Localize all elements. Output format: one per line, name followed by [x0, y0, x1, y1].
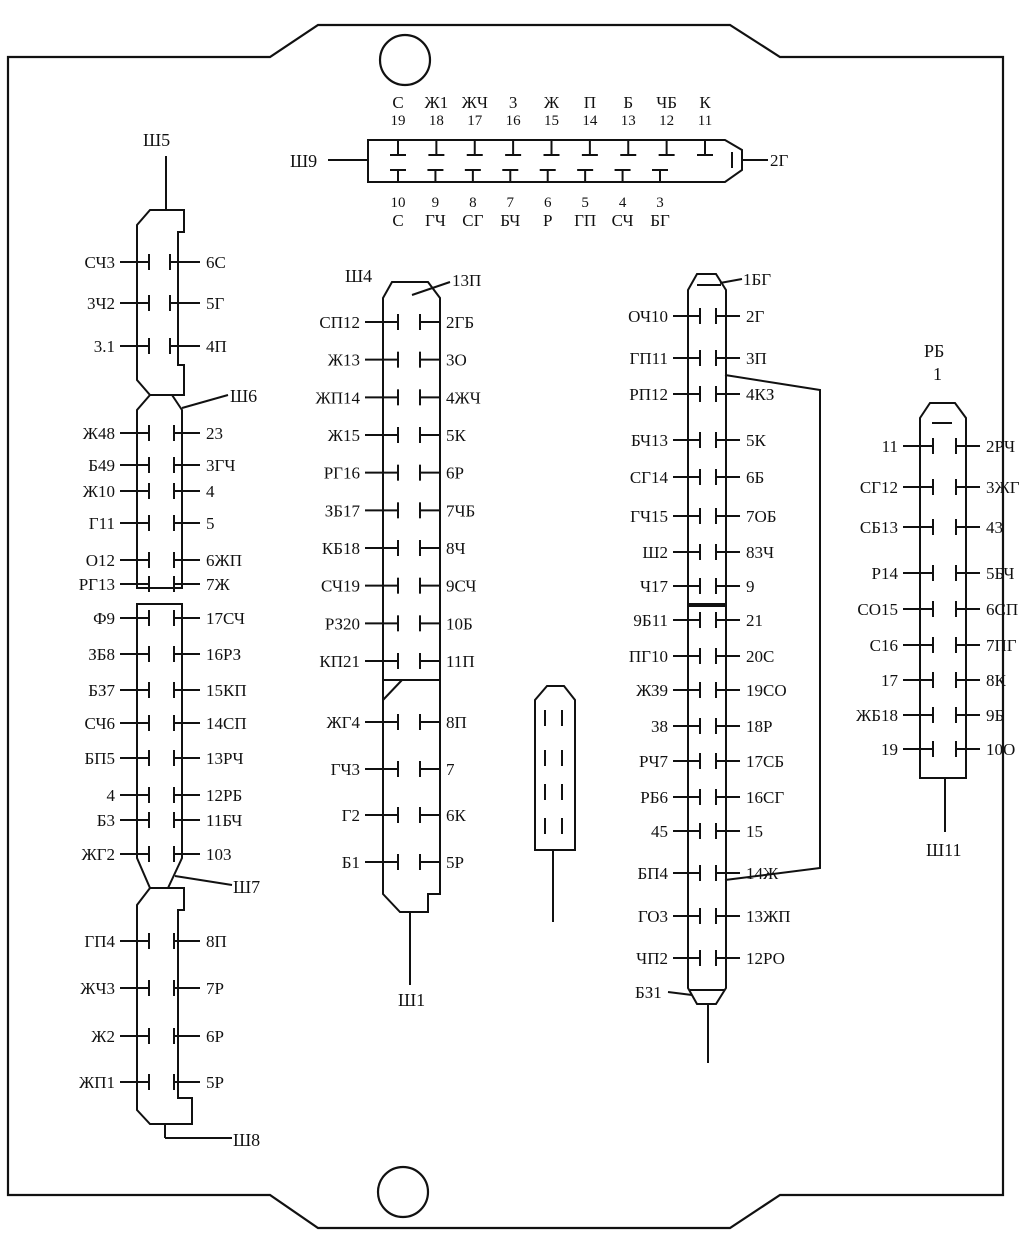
- rb-pin-label-left: Р14: [871, 564, 898, 583]
- sh7-pin-row: [85, 714, 247, 733]
- rb-pin-label-left: 19: [881, 740, 898, 759]
- sh8-pin-label-left: ЖП1: [78, 1073, 115, 1092]
- sh9-bottom-pin-number: 6: [543, 195, 552, 211]
- sh4-pin-label-left: Ж15: [327, 426, 360, 445]
- board-outline: [8, 25, 1003, 1228]
- small-connector-pin-pair: [545, 784, 562, 800]
- right-block-upper-pins: [628, 307, 776, 596]
- right-block-pin-label-right: 12РО: [746, 949, 785, 968]
- mounting-hole-top: [380, 35, 430, 85]
- sh9-bottom-pin-letter: С: [392, 211, 404, 230]
- sh7-name: Ш7: [233, 877, 261, 897]
- rb-pin-row: [857, 600, 1018, 619]
- sh9-bottom-pin-letter: ГП: [574, 211, 597, 230]
- sh9-bottom-pin-letter: СЧ: [611, 211, 634, 230]
- sh6-pin-row: [83, 482, 215, 501]
- sh4-pin-label-left: РЗ20: [324, 614, 360, 634]
- sh9-top-pin-number: 16: [505, 113, 521, 129]
- sh9-bottom-pin-letter: Р: [542, 211, 553, 230]
- sh8-name: Ш8: [233, 1130, 261, 1150]
- right-block-pin-row: [642, 543, 774, 562]
- sh8-pins: [79, 932, 227, 1092]
- sh9-top-pin: [505, 93, 521, 155]
- sh9-bottom-pin-number: 10: [390, 195, 406, 211]
- right-block-bottom-leader: [668, 992, 692, 995]
- small-connector-pin-pair: [545, 818, 562, 834]
- rb-pin-row: [860, 518, 1003, 537]
- sh4-pin-label-right: 4ЖЧ: [446, 388, 481, 408]
- sh9-top-pin-number: 17: [467, 113, 483, 129]
- sh9-top-pin-letter: Ж1: [424, 93, 449, 112]
- sh6-pins: [79, 424, 242, 594]
- sh1-pin-row: [342, 853, 464, 872]
- sh4-top-leader: [412, 282, 450, 295]
- sh6-pin-label-left: Г11: [88, 514, 115, 533]
- right-block-pin-label-left: 45: [651, 822, 668, 841]
- sh6-pin-label-right: 23: [206, 424, 223, 443]
- sh6-pin-label-right: 3ГЧ: [206, 456, 236, 475]
- sh7-pin-row: [107, 786, 243, 805]
- rb-bottom-name: Ш11: [926, 840, 962, 860]
- rb-pin-label-right: 3ЖГ: [986, 478, 1020, 497]
- sh9-top-pin-letter: К: [699, 93, 711, 112]
- sh6-pin-label-right: 6ЖП: [206, 551, 243, 570]
- sh1-pin-label-left: ГЧ3: [330, 760, 360, 779]
- sh7-pin-label-left: ЗБ8: [88, 645, 115, 664]
- sh9-bottom-pin: [462, 170, 483, 230]
- sh4-pin-label-left: КБ18: [321, 539, 360, 558]
- right-block-pin-row: [640, 577, 755, 596]
- right-block-lower-pins: [629, 611, 791, 968]
- rb-num: 1: [933, 364, 942, 384]
- sh4-pin-row: [319, 313, 474, 332]
- sh9-bottom-pin-letter: ГЧ: [424, 211, 446, 230]
- sh9-pins: [390, 93, 713, 230]
- right-block-pin-label-right: 4КЗ: [746, 385, 775, 404]
- sh7-pin-label-left: БП5: [84, 749, 115, 768]
- sh4-pin-row: [328, 426, 467, 445]
- rb-body: [920, 403, 966, 778]
- sh7-pin-label-right: 17СЧ: [206, 609, 245, 628]
- sh8-pin-label-left: ГП4: [84, 932, 115, 951]
- sh1-pin-row: [342, 806, 467, 825]
- sh8-pin-row: [80, 979, 224, 998]
- sh7-pin-row: [88, 645, 241, 664]
- rb-pins: [856, 437, 1020, 759]
- sh4-top-label: 13П: [452, 271, 482, 290]
- right-block-pin-label-left: ГП11: [629, 349, 668, 368]
- sh1-pin-label-right: 6К: [446, 806, 466, 825]
- sh9-bottom-pin: [574, 170, 596, 230]
- sh4-pin-row: [325, 501, 476, 520]
- sh7-pin-label-left: ЖГ2: [81, 845, 115, 864]
- sh4-pin-label-right: 5К: [446, 426, 466, 445]
- right-block-pin-row: [637, 864, 779, 883]
- sh4-pin-label-left: ЖП14: [315, 388, 360, 408]
- sh9-top-pin-number: 11: [697, 113, 713, 129]
- right-block-pin-label-left: СГ14: [629, 468, 668, 487]
- sh9-top-pin-letter: Б: [623, 93, 634, 112]
- sh9-bottom-pin: [500, 170, 520, 230]
- sh4-pin-row: [324, 464, 464, 483]
- sh9-top-pin-number: 12: [659, 113, 675, 129]
- sh7-pin-label-left: Б3: [96, 811, 115, 830]
- right-block-pin-label-right: 2Г: [746, 307, 765, 326]
- mounting-hole-bottom: [378, 1167, 428, 1217]
- right-block-pin-label-right: 3П: [746, 349, 767, 368]
- sh9-bottom-pin-number: 7: [506, 195, 515, 211]
- sh5-pin-label-right: 5Г: [206, 294, 225, 313]
- right-block-pin-label-left: БЧ13: [631, 431, 668, 450]
- rb-pin-label-left: СО15: [857, 600, 898, 619]
- sh6-pin-label-left: О12: [85, 551, 115, 570]
- sh1-pin-label-right: 7: [446, 760, 455, 779]
- sh9-top-pin: [425, 93, 449, 155]
- sh7-pin-label-right: 12РБ: [206, 786, 243, 805]
- sh8-pin-row: [79, 1073, 224, 1092]
- sh1-pin-label-right: 8П: [446, 713, 467, 732]
- sh9-bottom-pin: [390, 170, 406, 230]
- rb-pin-row: [881, 671, 1007, 690]
- sh4-pin-label-left: РГ16: [323, 463, 360, 483]
- right-block-pin-row: [630, 507, 776, 526]
- sh7-pin-label-right: 103: [206, 845, 232, 864]
- sh4-pin-label-left: СП12: [319, 313, 360, 332]
- right-block-pin-label-left: 9Б11: [633, 611, 668, 630]
- right-block-pin-row: [628, 307, 764, 326]
- sh9-top-pin: [390, 93, 406, 155]
- sh4-pin-label-left: Ж13: [327, 350, 360, 370]
- sh9-top-pin-number: 13: [620, 113, 636, 129]
- right-block-pin-row: [633, 611, 763, 630]
- sh7-pin-label-left: Ф9: [93, 609, 115, 628]
- sh7-pin-label-right: 14СП: [206, 714, 247, 733]
- sh8-pin-label-left: ЖЧ3: [80, 979, 115, 998]
- rb-pin-row: [882, 437, 1015, 456]
- sh7-pin-label-left: БЗ7: [88, 681, 115, 700]
- sh9-top-pin-letter: ЧБ: [656, 93, 678, 112]
- sh4-pins: [315, 313, 480, 671]
- sh6-pin-label-left: Б49: [88, 456, 115, 475]
- sh7-pin-label-right: 13РЧ: [206, 749, 244, 768]
- sh6-pin-label-left: РГ13: [78, 575, 115, 594]
- sh5-pin-label-right: 6С: [206, 253, 226, 272]
- sh1-pin-label-left: ЖГ4: [326, 713, 360, 732]
- rb-pin-row: [856, 706, 1004, 725]
- sh8-pin-label-left: Ж2: [91, 1027, 115, 1046]
- sh5-pin-row: [85, 253, 226, 272]
- right-block-pin-label-right: 16СГ: [746, 788, 785, 807]
- sh9-bottom-pin-number: 3: [656, 195, 664, 211]
- sh6-pin-row: [88, 456, 235, 475]
- sh6-pin-row: [89, 514, 215, 533]
- sh9-bottom-pin-letter: СГ: [462, 211, 484, 230]
- sh4-pin-label-right: 7ЧБ: [446, 501, 476, 521]
- sh8-pin-row: [91, 1027, 224, 1046]
- sh4-pin-label-right: 10Б: [446, 614, 473, 634]
- sh9-bottom-pin-number: 8: [469, 195, 477, 211]
- rb-pin-label-right: 6СП: [986, 600, 1019, 619]
- sh8-pin-label-right: 8П: [206, 932, 227, 951]
- right-block-pin-label-right: 18Р: [746, 717, 773, 736]
- sh7-pin-label-left: СЧ6: [84, 714, 115, 733]
- right-block-pin-row: [638, 907, 791, 926]
- rb-pin-label-left: СБ13: [859, 518, 898, 537]
- sh5-pin-label-left: 3Ч2: [86, 294, 115, 313]
- rb-pin-label-right: 7ПГ: [986, 636, 1017, 655]
- sh6-pin-label-left: Ж10: [82, 482, 115, 501]
- sh9-top-pin: [582, 93, 598, 155]
- sh7-pin-row: [81, 845, 231, 864]
- sh9-top-pin-number: 19: [390, 113, 406, 129]
- rb-pin-row: [881, 740, 1015, 759]
- sh9-top-pin: [544, 93, 560, 155]
- sh5-name: Ш5: [143, 130, 171, 150]
- right-block-pin-label-right: 19СО: [746, 681, 787, 700]
- rb-pin-label-left: ЖБ18: [856, 706, 898, 725]
- right-block-pin-label-right: 15: [746, 822, 763, 841]
- sh6-pin-row: [83, 424, 223, 443]
- sh9-top-pin-number: 15: [544, 113, 559, 129]
- right-block-pin-row: [630, 349, 767, 368]
- sh7-pin-label-left: 4: [106, 786, 115, 805]
- sh4-pin-label-right: 6Р: [446, 463, 464, 483]
- sh4-pin-label-left: ЗБ17: [324, 501, 360, 521]
- rb-pin-label-left: С16: [869, 636, 898, 655]
- sh5-pin-label-left: 3.1: [93, 337, 115, 356]
- sh8-pin-row: [84, 932, 226, 951]
- right-block-pin-label-right: 5К: [746, 431, 766, 450]
- sh7-pin-row: [88, 681, 246, 700]
- sh4-pin-row: [322, 539, 466, 558]
- right-block-pin-label-left: РБ6: [640, 788, 668, 807]
- right-block-pin-label-left: ГЧ15: [630, 507, 668, 526]
- rb-name: РБ: [924, 341, 945, 361]
- sh9-bottom-pin-letter: БЧ: [500, 211, 521, 230]
- sh9-bottom-pin: [612, 170, 634, 230]
- right-block-pin-row: [640, 788, 784, 807]
- sh9-top-pin: [697, 93, 713, 155]
- right-block-pin-label-right: 13ЖП: [746, 907, 791, 926]
- sh7-pin-label-right: 15КП: [206, 681, 247, 700]
- sh5-pin-row: [87, 294, 225, 313]
- sh4-pin-label-right: 9СЧ: [446, 576, 477, 596]
- sh9-top-pin: [462, 93, 488, 155]
- sh4-pin-row: [319, 652, 474, 671]
- small-connector-pin-pair: [545, 750, 562, 766]
- right-block-pin-label-left: ПГ10: [628, 647, 668, 666]
- right-block-pin-row: [651, 717, 772, 736]
- right-block-pin-row: [636, 681, 786, 700]
- right-block-pin-label-left: БП4: [637, 864, 668, 883]
- sh6-pin-label-left: Ж48: [82, 424, 115, 443]
- sh9-top-pin-letter: С: [392, 93, 404, 112]
- rb-pin-label-right: 8К: [986, 671, 1006, 690]
- sh9-top-pin-letter: 3: [508, 93, 518, 112]
- sh9-bottom-pin-number: 5: [581, 195, 589, 211]
- sh7-pin-label-right: 11БЧ: [206, 811, 243, 830]
- sh7-pin-label-right: 16РЗ: [206, 645, 242, 664]
- sh1-diag: [383, 680, 402, 700]
- sh9-top-pin-letter: П: [583, 93, 597, 112]
- sh6-pin-label-right: 5: [206, 514, 215, 533]
- small-connector-body: [535, 686, 575, 850]
- rb-pin-label-right: 5БЧ: [986, 564, 1015, 583]
- right-block-pin-label-right: 7ОБ: [746, 507, 777, 526]
- sh7-leader: [175, 876, 232, 885]
- right-block-pin-label-right: 20С: [746, 647, 775, 666]
- sh4-pin-label-right: 8Ч: [446, 539, 466, 558]
- sh4-pin-row: [325, 614, 473, 633]
- right-block-pin-label-left: РП12: [629, 385, 668, 404]
- right-block-pin-label-left: РЧ7: [638, 752, 668, 771]
- right-block-pin-row: [630, 468, 764, 487]
- right-block-pin-row: [629, 647, 774, 666]
- sh6-leader: [182, 395, 228, 408]
- sh9-top-pin: [656, 93, 677, 155]
- sh1-pin-row: [331, 760, 455, 779]
- sh1-pin-label-right: 5Р: [446, 853, 464, 872]
- right-block-top-label: 1БГ: [743, 270, 772, 289]
- sh4-pin-row: [315, 388, 480, 407]
- right-block-bottom-label: БЗ1: [635, 983, 662, 1002]
- sh9-bottom-pin-number: 9: [431, 195, 440, 211]
- rb-pin-row: [872, 564, 1015, 583]
- right-block-pin-row: [636, 949, 785, 968]
- small-connector-pin-pair: [545, 710, 562, 726]
- right-block-lower-body: [688, 606, 726, 1004]
- sh8-pin-label-right: 7Р: [206, 979, 224, 998]
- sh9-bottom-pin: [650, 170, 670, 230]
- rb-pin-label-left: 11: [881, 437, 898, 456]
- sh4-pin-label-right: 2ГБ: [446, 313, 475, 332]
- small-connector-pins: [545, 710, 562, 834]
- sh1-pin-label-left: Г2: [341, 806, 360, 825]
- sh7-body: [137, 604, 182, 888]
- sh4-pin-row: [328, 351, 467, 370]
- right-block-pin-label-left: Ш2: [642, 543, 668, 562]
- rb-pin-label-right: 43: [986, 518, 1003, 537]
- right-block-pin-label-right: 83Ч: [746, 543, 775, 562]
- right-block-pin-row: [629, 385, 774, 404]
- sh4-pin-row: [321, 577, 476, 596]
- right-block-pin-label-right: 17СБ: [746, 752, 785, 771]
- sh6-pin-label-right: 7Ж: [206, 575, 230, 594]
- sh7-pins: [81, 609, 246, 864]
- sh4-pin-label-left: СЧ19: [321, 576, 360, 596]
- sh9-body: [368, 140, 742, 182]
- rb-pin-label-right: 9Б: [986, 706, 1005, 725]
- right-block-pin-label-right: 9: [746, 577, 755, 596]
- right-block-pin-label-left: ЧП2: [636, 949, 668, 968]
- right-block-top-leader: [720, 279, 742, 283]
- sh9-bottom-pin: [425, 170, 446, 230]
- rb-pin-row: [860, 478, 1020, 497]
- sh4-body: [383, 282, 440, 680]
- sh6-pin-row: [79, 575, 231, 594]
- sh6-pin-label-right: 4: [206, 482, 215, 501]
- sh9-name: Ш9: [290, 151, 318, 171]
- sh7-pin-row: [84, 749, 243, 768]
- rb-pin-label-left: 17: [881, 671, 898, 690]
- right-block-pin-label-right: 6Б: [746, 468, 765, 487]
- sh1-pins: [326, 713, 466, 872]
- sh8-body: [137, 888, 192, 1124]
- sh5-pin-label-right: 4П: [206, 337, 227, 356]
- sh9-top-pin-number: 14: [582, 113, 598, 129]
- sh1-name: Ш1: [398, 990, 426, 1010]
- sh4-pin-label-right: 3О: [446, 350, 467, 370]
- right-block-pin-label-left: ГО3: [637, 907, 668, 926]
- sh1-body: [383, 680, 440, 912]
- rb-pin-label-right: 2РЧ: [986, 437, 1016, 456]
- right-block-pin-label-right: 21: [746, 611, 763, 630]
- sh9-bottom-pin-letter: БГ: [650, 211, 670, 230]
- sh9-bottom-pin: [540, 170, 556, 230]
- sh4-name: Ш4: [345, 266, 373, 286]
- sh9-top-pin-number: 18: [428, 113, 444, 129]
- sh8-pin-label-right: 5Р: [206, 1073, 224, 1092]
- right-block-pin-row: [651, 822, 763, 841]
- sh5-pin-row: [94, 337, 227, 356]
- right-block-pin-row: [631, 431, 766, 450]
- sh6-pin-row: [86, 551, 242, 570]
- right-block-pin-label-right: 14Ж: [746, 864, 779, 883]
- sh9-bottom-pin-number: 4: [618, 195, 627, 211]
- sh5-pin-label-left: СЧ3: [84, 253, 115, 272]
- right-block-pin-label-left: ЖЗ9: [636, 681, 668, 700]
- sh1-pin-row: [326, 713, 466, 732]
- sh8-pin-label-right: 6Р: [206, 1027, 224, 1046]
- sh9-top-pin-letter: Ж: [543, 93, 560, 112]
- rb-pin-label-left: СГ12: [859, 478, 898, 497]
- right-block-pin-label-left: ОЧ10: [628, 307, 668, 326]
- rb-pin-row: [870, 636, 1017, 655]
- sh7-pin-row: [97, 811, 243, 830]
- sh1-pin-label-left: Б1: [341, 853, 360, 872]
- rb-pin-label-right: 10О: [986, 740, 1016, 759]
- sh6-name: Ш6: [230, 386, 258, 406]
- sh9-end-label: 2Г: [770, 151, 789, 170]
- right-block-pin-label-left: 38: [651, 717, 668, 736]
- sh5-pins: [85, 253, 227, 356]
- right-block-pin-label-left: Ч17: [639, 577, 668, 596]
- sh4-pin-label-left: КП21: [319, 652, 360, 671]
- sh7-pin-row: [93, 609, 245, 628]
- sh4-pin-label-right: 11П: [446, 652, 475, 671]
- sh9-top-pin-letter: ЖЧ: [461, 93, 488, 112]
- right-block-pin-row: [639, 752, 784, 771]
- sh9-top-pin: [620, 93, 636, 155]
